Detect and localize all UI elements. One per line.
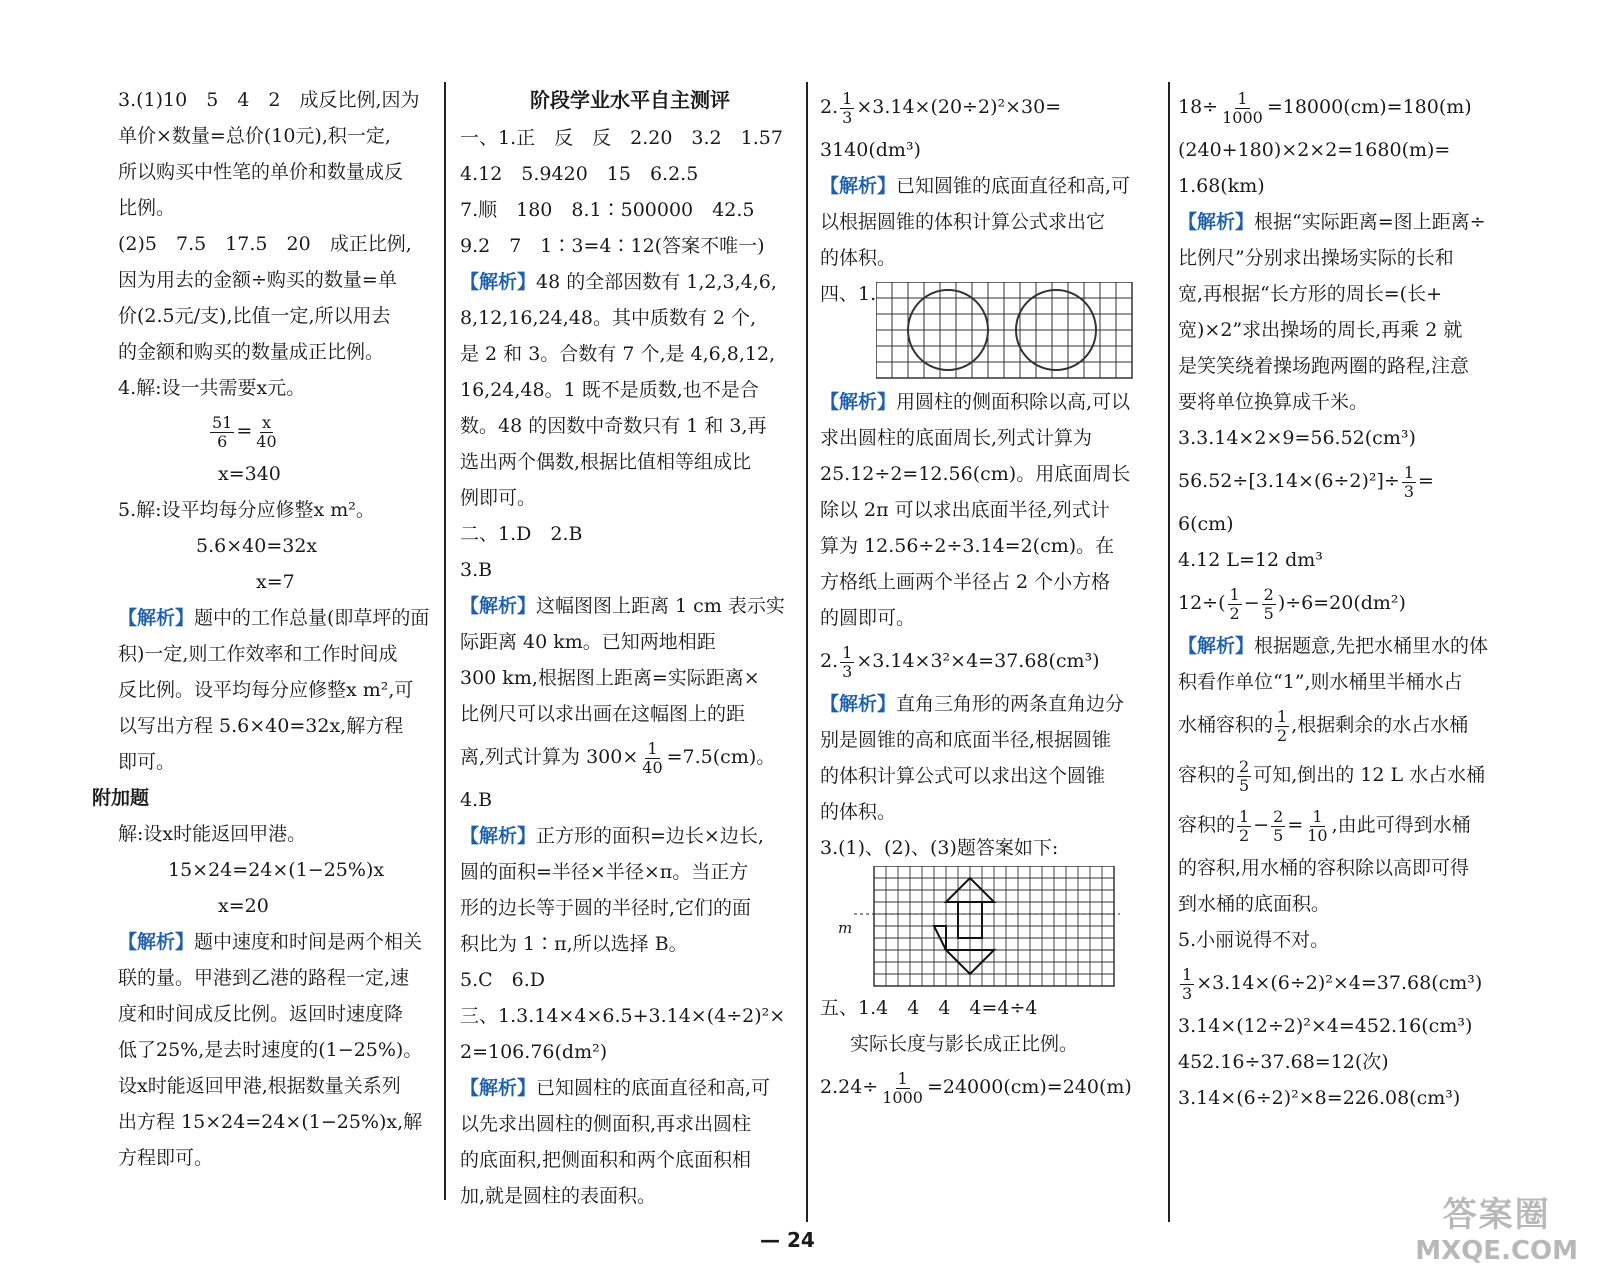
section-heading: 附加题 [92, 787, 150, 809]
text-line: 3.(1)10 5 4 2 成反比例,因为 [118, 89, 420, 111]
analysis-line: 【解析】直角三角形的两条直角边分 [820, 693, 1125, 715]
grid-symmetry-figure [854, 866, 1120, 990]
text-line: 4.12 5.9420 15 6.2.5 [460, 163, 699, 185]
text-line: 2=106.76(dm²) [460, 1041, 608, 1063]
text-line: 3.(1)、(2)、(3)题答案如下: [820, 837, 1059, 859]
analysis-tag: 【解析】 [460, 271, 537, 293]
text-line: 三、1.3.14×4×6.5+3.14×(4÷2)²× [460, 1005, 786, 1027]
analysis-tag: 【解析】 [118, 607, 195, 629]
symmetry-figure-row [820, 866, 1165, 990]
text-line: 设x时能返回甲港,根据数量关系列 [118, 1075, 401, 1097]
text-line: 4.12 L=12 dm³ [1178, 549, 1323, 571]
equation: x=20 [218, 895, 269, 917]
text-line: 3140(dm³) [820, 139, 921, 161]
answer-column-4 [1178, 82, 1523, 1116]
analysis-line: 【解析】题中速度和时间是两个相关 [118, 931, 423, 953]
text-line: 3.14×(6÷2)²×8=226.08(cm³) [1178, 1087, 1461, 1109]
fraction: $\frac{1}{3}$ [1182, 964, 1193, 1003]
text-line: 25.12÷2=12.56(cm)。用底面周长 [820, 463, 1131, 485]
analysis-line: 【解析】48 的全部因数有 1,2,3,4,6, [460, 271, 777, 293]
text-line: 比例尺”分别求出操场实际的长和 [1178, 247, 1454, 269]
fraction: $\frac{51}{6}$ [212, 412, 233, 451]
text-line: 452.16÷37.68=12(次) [1178, 1051, 1389, 1073]
analysis-tag: 【解析】 [460, 595, 537, 617]
text-line: 出方程 15×24=24×(1−25%)x,解 [118, 1111, 423, 1133]
column-divider [444, 82, 446, 1200]
text-line: 求出圆柱的底面周长,列式计算为 [820, 427, 1093, 449]
text-line: 的体积。 [820, 801, 897, 823]
text-line: 容积的 $\frac{2}{5}$ 可知,倒出的 12 L 水占水桶 [1178, 756, 1486, 795]
text-line: 圆的面积=半径×半径×π。当正方 [460, 861, 749, 883]
analysis-line: 【解析】正方形的面积=边长×边长, [460, 825, 764, 847]
text-line: 是 2 和 3。合数有 7 个,是 4,6,8,12, [460, 343, 776, 365]
analysis-tag: 【解析】 [118, 931, 195, 953]
text-line: 5.C 6.D [460, 969, 546, 991]
text-line: 容积的 $\frac{1}{2}$ − $\frac{2}{5}$ = $\frac{1}{10}$ ,由此可得到水桶 [1178, 806, 1471, 845]
text-line: 到水桶的底面积。 [1178, 893, 1331, 915]
text-line: 2. $\frac{1}{3}$ ×3.14×3²×4=37.68(cm³) [820, 642, 1100, 681]
text-line: 解:设x时能返回甲港。 [118, 823, 307, 845]
text-line: 的金额和购买的数量成正比例。 [118, 341, 385, 363]
analysis-line: 【解析】根据题意,先把水桶里水的体 [1178, 635, 1489, 657]
text-line: 算为 12.56÷2÷3.14=2(cm)。在 [820, 535, 1115, 557]
analysis-line: 【解析】这幅图图上距离 1 cm 表示实 [460, 595, 785, 617]
text-line: 3.14×(12÷2)²×4=452.16(cm³) [1178, 1015, 1473, 1037]
text-line: 际距离 40 km。已知两地相距 [460, 631, 716, 653]
analysis-tag: 【解析】 [820, 693, 897, 715]
fraction: $\frac{1}{1000}$ [882, 1068, 923, 1107]
text-line: 的体积计算公式可以求出这个圆锥 [820, 765, 1106, 787]
text-line: 4.解:设一共需要x元。 [118, 377, 306, 399]
text-line: 的体积。 [820, 247, 897, 269]
text-line: 16,24,48。1 既不是质数,也不是合 [460, 379, 759, 401]
fraction: $\frac{2}{5}$ [1263, 584, 1274, 623]
axis-label: m [838, 919, 853, 937]
analysis-line: 【解析】已知圆柱的底面直径和高,可 [460, 1077, 771, 1099]
text-line: 的圆即可。 [820, 607, 916, 629]
text-line: 反比例。设平均每分应修整x m²,可 [118, 679, 414, 701]
text-line: 除以 2π 可以求出底面半径,列式计 [820, 499, 1110, 521]
text-line: 的容积,用水桶的容积除以高即可得 [1178, 857, 1470, 879]
text-line: 要将单位换算成千米。 [1178, 391, 1369, 413]
answer-column-1 [92, 82, 440, 1176]
text-line: 因为用去的金额÷购买的数量=单 [118, 269, 397, 291]
text-line: 低了25%,是去时速度的(1−25%)。 [118, 1039, 423, 1061]
text-line: 8,12,16,24,48。其中质数有 2 个, [460, 307, 757, 329]
text-line: 宽,再根据“长方形的周长=(长+ [1178, 283, 1443, 305]
text-line: 联的量。甲港到乙港的路程一定,速 [118, 967, 410, 989]
watermark-text: 答案圈 [1442, 1195, 1551, 1235]
text-line: (2)5 7.5 17.5 20 成正比例, [118, 233, 412, 255]
text-line: 6(cm) [1178, 513, 1234, 535]
text-line: 方程即可。 [118, 1147, 214, 1169]
text-line: 比例。 [118, 197, 176, 219]
text-line: 5.小丽说得不对。 [1178, 929, 1330, 951]
page-number: — 24 [760, 1228, 815, 1252]
analysis-line: 【解析】根据“实际距离=图上距离÷ [1178, 211, 1486, 233]
analysis-line: 【解析】用圆柱的侧面积除以高,可以 [820, 391, 1131, 413]
text-line: 水桶容积的 $\frac{1}{2}$ ,根据剩余的水占水桶 [1178, 706, 1469, 745]
equation: x=7 [256, 571, 295, 593]
text-line: 选出两个偶数,根据比值相等组成比 [460, 451, 752, 473]
text-line: 300 km,根据图上距离=实际距离× [460, 667, 760, 689]
text-line: 离,列式计算为 300× $\frac{1}{40}$ =7.5(cm)。 [460, 738, 776, 777]
text-line: 方格纸上画两个半径占 2 个小方格 [820, 571, 1111, 593]
text-line: 单价×数量=总价(10元),积一定, [118, 125, 391, 147]
text-line: 加,就是圆柱的表面积。 [460, 1185, 657, 1207]
analysis-line: 【解析】已知圆锥的底面直径和高,可 [820, 175, 1131, 197]
circle-figure-row [820, 276, 1165, 384]
text-line: 3.3.14×2×9=56.52(cm³) [1178, 427, 1416, 449]
fraction: $\frac{2}{5}$ [1273, 806, 1284, 845]
fraction: $\frac{1}{2}$ [1277, 706, 1288, 745]
analysis-tag: 【解析】 [1178, 635, 1255, 657]
grid-circles-figure [876, 282, 1136, 384]
equation: 5.6×40=32x [196, 535, 318, 557]
text-line: $\frac{1}{3}$ ×3.14×(6÷2)²×4=37.68(cm³) [1182, 964, 1483, 1003]
text-line: 五、1.4 4 4 4=4÷4 [820, 997, 1038, 1019]
text-line: 4.B [460, 789, 493, 811]
text-line: 形的边长等于圆的半径时,它们的面 [460, 897, 752, 919]
analysis-line: 【解析】题中的工作总量(即草坪的面 [118, 607, 430, 629]
text-line: 以先求出圆柱的侧面积,再求出圆柱 [460, 1113, 752, 1135]
text-line: 9.2 7 1∶3=4∶12(答案不唯一) [460, 235, 765, 257]
section-title: 阶段学业水平自主测评 [530, 88, 730, 112]
text-line: 7.顺 180 8.1∶500000 42.5 [460, 199, 755, 221]
text-line: 是笑笑绕着操场跑两圈的路程,注意 [1178, 355, 1470, 377]
text-line: 3.B [460, 559, 493, 581]
text-line: 即可。 [118, 751, 176, 773]
column-divider [806, 82, 808, 1222]
equation: 15×24=24×(1−25%)x [168, 859, 385, 881]
text-line: 2.24÷ $\frac{1}{1000}$ =24000(cm)=240(m) [820, 1068, 1132, 1107]
equation: $\frac{51}{6}$ = $\frac{x}{40}$ [212, 412, 277, 451]
watermark-logo [1415, 1187, 1578, 1266]
text-line: 四、1. [820, 283, 877, 305]
equation: x=340 [218, 463, 281, 485]
text-line: 比例尺可以求出画在这幅图上的距 [460, 703, 746, 725]
watermark-url: MXQE.COM [1415, 1236, 1578, 1266]
text-line: 18÷ $\frac{1}{1000}$ =18000(cm)=180(m) [1178, 88, 1472, 127]
answer-column-3 [820, 82, 1165, 1112]
text-line: 56.52÷[3.14×(6÷2)²]÷ $\frac{1}{3}$ = [1178, 462, 1434, 501]
analysis-tag: 【解析】 [820, 391, 897, 413]
text-line: 所以购买中性笔的单价和数量成反 [118, 161, 404, 183]
text-line: 度和时间成反比例。返回时速度降 [118, 1003, 404, 1025]
fraction: $\frac{1}{2}$ [1229, 584, 1240, 623]
fraction: $\frac{1}{3}$ [1403, 462, 1415, 501]
text-line: 积)一定,则工作效率和工作时间成 [118, 643, 398, 665]
fraction: $\frac{1}{1000}$ [1222, 88, 1263, 127]
text-line: 积看作单位“1”,则水桶里半桶水占 [1178, 671, 1463, 693]
fraction: $\frac{2}{5}$ [1239, 756, 1250, 795]
text-line: 2. $\frac{1}{3}$ ×3.14×(20÷2)²×30= [820, 88, 1062, 127]
fraction: $\frac{1}{10}$ [1307, 806, 1328, 845]
text-line: 别是圆锥的高和底面半径,根据圆锥 [820, 729, 1112, 751]
text-line: 二、1.D 2.B [460, 523, 583, 545]
analysis-tag: 【解析】 [460, 1077, 537, 1099]
analysis-tag: 【解析】 [820, 175, 897, 197]
answer-column-2 [460, 82, 800, 1214]
text-line: 宽)×2”求出操场的周长,再乘 2 就 [1178, 319, 1463, 341]
text-line: 以写出方程 5.6×40=32x,解方程 [118, 715, 404, 737]
analysis-tag: 【解析】 [460, 825, 537, 847]
text-line: 一、1.正 反 反 2.20 3.2 1.57 [460, 127, 783, 149]
text-line: 5.解:设平均每分应修整x m²。 [118, 499, 375, 521]
text-line: 实际长度与影长成正比例。 [850, 1033, 1079, 1055]
column-divider [1168, 82, 1170, 1222]
fraction: $\frac{x}{40}$ [256, 412, 277, 451]
analysis-tag: 【解析】 [1178, 211, 1255, 233]
fraction: $\frac{1}{40}$ [642, 738, 663, 777]
fraction: $\frac{1}{3}$ [842, 88, 853, 127]
text-line: 以根据圆锥的体积计算公式求出它 [820, 211, 1106, 233]
text-line: 的底面积,把侧面积和两个底面积相 [460, 1149, 752, 1171]
text-line: (240+180)×2×2=1680(m)= [1178, 139, 1451, 161]
fraction: $\frac{1}{3}$ [842, 642, 853, 681]
text-line: 12÷( $\frac{1}{2}$ − $\frac{2}{5}$ )÷6=20(dm²) [1178, 584, 1406, 623]
fraction: $\frac{1}{2}$ [1239, 806, 1250, 845]
text-line: 例即可。 [460, 487, 537, 509]
text-line: 1.68(km) [1178, 175, 1265, 197]
text-line: 数。48 的因数中奇数只有 1 和 3,再 [460, 415, 767, 437]
text-line: 价(2.5元/支),比值一定,所以用去 [118, 305, 391, 327]
text-line: 积比为 1∶π,所以选择 B。 [460, 933, 688, 955]
